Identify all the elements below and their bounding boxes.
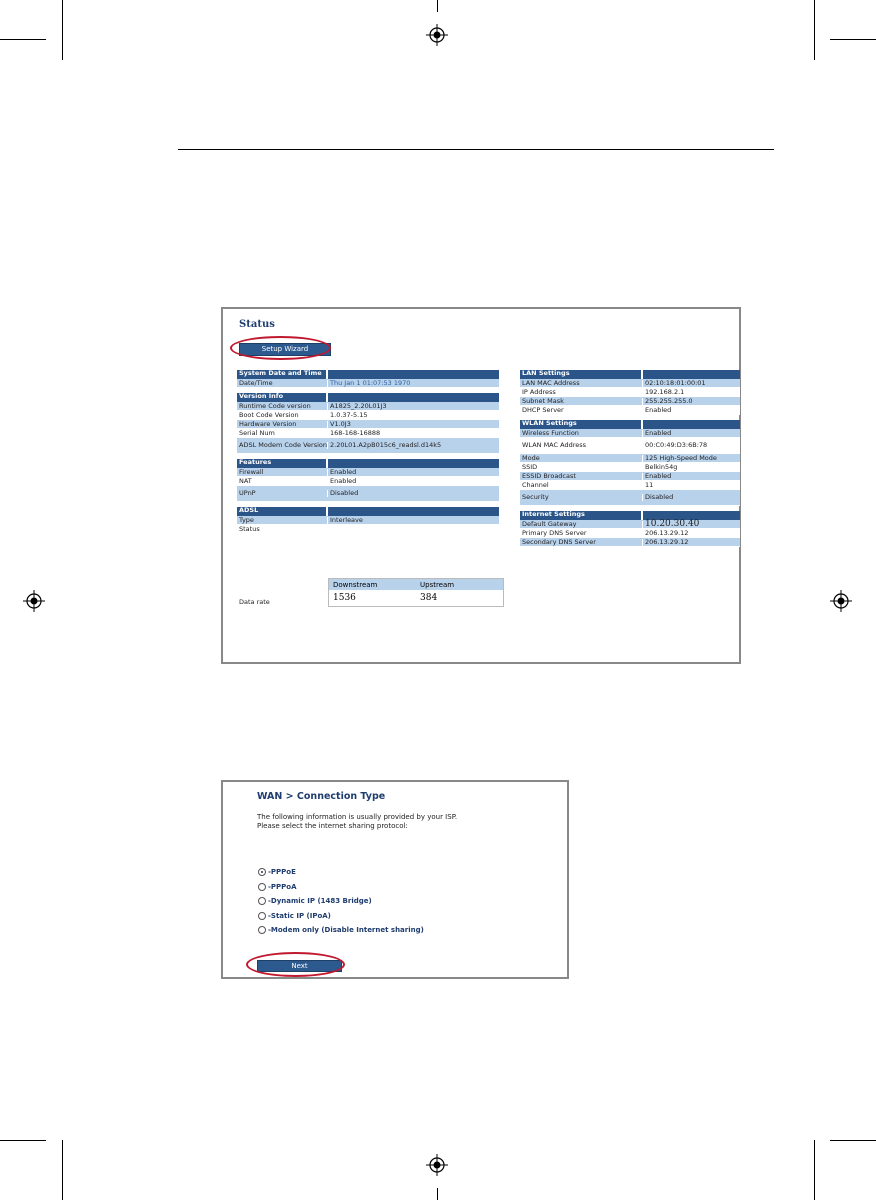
left-status-table: [237, 370, 499, 534]
highlight-oval: [230, 336, 331, 360]
row-label: Runtime Code version: [239, 401, 311, 410]
section-header: [520, 511, 740, 520]
table-row: [237, 402, 499, 411]
option-label: -Dynamic IP (1483 Bridge): [268, 897, 372, 905]
table-row: [520, 538, 740, 547]
section-header-label: Features: [237, 459, 327, 468]
row-value: 192.168.2.1: [642, 389, 740, 396]
wan-description: [257, 813, 457, 831]
row-value: 00:C0:49:D3:6B:78: [642, 442, 740, 449]
row-label: IP Address: [522, 387, 556, 396]
right-status-table: [520, 370, 740, 547]
crop-mark: [830, 39, 876, 40]
registration-mark-icon: [426, 24, 448, 46]
table-row: [520, 472, 740, 481]
row-value: 255.255.255.0: [642, 398, 740, 405]
table-row: [237, 468, 499, 477]
row-label: Primary DNS Server: [522, 528, 587, 537]
row-value: Disabled: [327, 490, 499, 497]
table-row: [237, 411, 499, 420]
table-row: [520, 490, 740, 506]
row-label: Secondary DNS Server: [522, 537, 596, 546]
row-label: UPnP: [239, 489, 256, 497]
section-header: [237, 507, 499, 516]
row-label: Hardware Version: [239, 419, 297, 428]
row-label: ADSL Modem Code Version: [239, 441, 327, 449]
data-rate-label: Data rate: [239, 598, 270, 606]
crop-mark: [62, 0, 63, 60]
table-row: [520, 406, 740, 415]
row-label: Subnet Mask: [522, 396, 564, 405]
table-row: [520, 481, 740, 490]
wan-connection-screenshot: [221, 780, 569, 979]
table-row: [237, 379, 499, 388]
row-value: 206.13.29.12: [642, 539, 740, 546]
connection-option[interactable]: [258, 926, 424, 934]
registration-mark-icon: [23, 590, 45, 612]
row-value: Enabled: [642, 407, 740, 414]
crop-mark: [830, 1140, 876, 1141]
setup-wizard-button[interactable]: Setup Wizard: [239, 343, 331, 356]
row-label: Firewall: [239, 467, 264, 476]
radio-button[interactable]: [258, 883, 266, 891]
crop-mark: [814, 1140, 815, 1200]
row-label: LAN MAC Address: [522, 378, 580, 387]
table-row: [237, 420, 499, 429]
table-row: [237, 477, 499, 486]
row-label: WLAN MAC Address: [522, 441, 587, 449]
row-label: Default Gateway: [522, 519, 577, 528]
row-value: 11: [642, 482, 740, 489]
row-label: Wireless Function: [522, 428, 579, 437]
table-row: [520, 529, 740, 538]
table-row: [237, 486, 499, 502]
radio-button[interactable]: [258, 926, 266, 934]
table-row: [237, 516, 499, 525]
crop-mark: [0, 39, 46, 40]
table-row: [520, 429, 740, 438]
section-header-label: LAN Settings: [520, 370, 642, 379]
row-value: 10.20.30.40: [642, 521, 740, 528]
row-value: Enabled: [327, 478, 499, 485]
section-header: [237, 370, 499, 379]
connection-option[interactable]: [258, 897, 372, 905]
table-row: [520, 379, 740, 388]
crop-mark: [437, 0, 438, 12]
row-label: Status: [239, 524, 260, 533]
row-label: DHCP Server: [522, 405, 564, 414]
row-value: 02:10:18:01:00:01: [642, 380, 740, 387]
crop-mark: [437, 1188, 438, 1200]
option-label: -Static IP (IPoA): [268, 911, 331, 920]
option-label: -PPPoA: [268, 882, 297, 891]
row-label: ESSID Broadcast: [522, 471, 576, 480]
registration-mark-icon: [830, 590, 852, 612]
radio-button[interactable]: [258, 912, 266, 920]
row-label: Boot Code Version: [239, 410, 299, 419]
connection-option[interactable]: [258, 883, 297, 891]
section-header: [237, 459, 499, 468]
row-value: 1.0.37-5.15: [327, 412, 499, 419]
row-value: Enabled: [642, 473, 740, 480]
row-label: Security: [522, 493, 549, 501]
option-label: -PPPoE: [268, 868, 296, 876]
upstream-header: Upstream: [420, 580, 455, 589]
section-header-label: Internet Settings: [520, 511, 642, 520]
section-header: [520, 370, 740, 379]
row-value: 206.13.29.12: [642, 530, 740, 537]
wan-desc-line2: Please select the internet sharing protocol:: [257, 822, 408, 830]
downstream-value: 1536: [333, 593, 356, 603]
table-row: [520, 463, 740, 472]
row-value: Enabled: [642, 430, 740, 437]
row-label: SSID: [522, 462, 538, 471]
table-row: [237, 525, 499, 534]
row-label: Type: [239, 515, 254, 524]
upstream-value: 384: [420, 593, 438, 603]
row-value: V1.0J3: [327, 421, 499, 428]
row-value: 2.20L01.A2pB015c6_readsl.d14k5: [327, 442, 499, 449]
row-label: Serial Num: [239, 428, 275, 437]
crop-mark: [62, 1140, 63, 1200]
adsl-rate-table: [328, 578, 504, 607]
table-row: [520, 397, 740, 406]
wan-desc-line1: The following information is usually provided by your ISP.: [257, 813, 458, 821]
radio-button[interactable]: [258, 897, 266, 905]
crop-mark: [0, 1140, 46, 1141]
row-value: 168-168-16888: [327, 430, 499, 437]
section-header-label: WLAN Settings: [520, 420, 642, 429]
section-header: [237, 393, 499, 402]
connection-option[interactable]: [258, 912, 331, 920]
status-title: Status: [239, 319, 275, 330]
section-header-label: Version Info: [237, 393, 327, 402]
table-row: [520, 388, 740, 397]
table-row: [520, 454, 740, 463]
radio-button[interactable]: [258, 868, 266, 876]
section-header-label: System Date and Time: [237, 370, 327, 379]
section-header-label: ADSL: [237, 507, 327, 516]
row-label: Date/Time: [239, 378, 273, 387]
next-button[interactable]: Next: [257, 960, 342, 972]
table-row: [520, 438, 740, 454]
registration-mark-icon: [426, 1154, 448, 1176]
section-header: [520, 420, 740, 429]
row-value: 125 High-Speed Mode: [642, 455, 740, 462]
highlight-oval: [246, 952, 345, 977]
option-label: -Modem only (Disable Internet sharing): [268, 926, 424, 934]
status-screenshot: [221, 307, 741, 664]
row-label: Mode: [522, 453, 540, 462]
table-row: [520, 520, 740, 529]
row-value: Disabled: [642, 494, 740, 501]
connection-option[interactable]: [258, 868, 296, 876]
row-value: A1825_2.20L01J3: [327, 403, 499, 410]
wan-title: WAN > Connection Type: [257, 791, 386, 802]
crop-mark: [814, 0, 815, 60]
row-value: Belkin54g: [642, 464, 740, 471]
downstream-header: Downstream: [333, 580, 378, 589]
row-value: Enabled: [327, 469, 499, 476]
row-value: Interleave: [327, 517, 499, 524]
row-label: Channel: [522, 480, 549, 489]
table-row: [237, 438, 499, 454]
header-rule: [178, 149, 774, 150]
row-label: NAT: [239, 476, 252, 485]
row-value: Thu Jan 1 01:07:53 1970: [327, 380, 499, 387]
table-row: [237, 429, 499, 438]
